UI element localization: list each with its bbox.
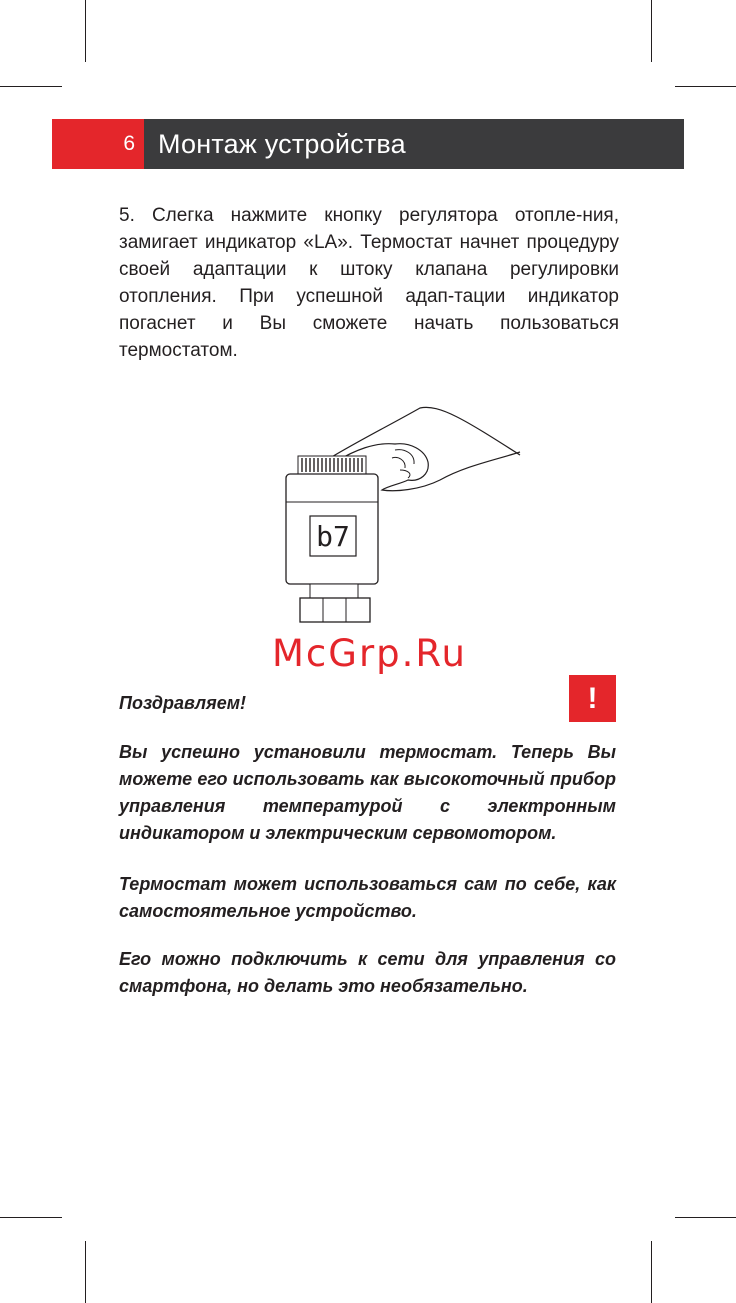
crop-mark: [651, 1241, 652, 1303]
display-readout: b7: [316, 520, 350, 553]
warning-icon: !: [569, 675, 616, 722]
crop-mark: [651, 0, 652, 62]
section-title: Монтаж устройства: [158, 128, 406, 159]
crop-mark: [675, 1217, 736, 1218]
crop-mark: [0, 1217, 62, 1218]
thermostat-illustration: [280, 400, 525, 630]
crop-mark: [675, 86, 736, 87]
notice-paragraph: Его можно подключить к сети для управления со смартфона, но делать это необязательно.: [119, 949, 616, 996]
crop-mark: [0, 86, 62, 87]
notice-paragraph: Вы успешно установили термостат. Теперь Вы можете его использовать как высокоточный прибор управления температурой с электронным индикатором и электрическим сервомотором.: [119, 742, 616, 843]
notice-heading: Поздравляем!: [119, 693, 247, 713]
watermark: McGrp.Ru: [272, 632, 467, 675]
notice-paragraph: Термостат может использоваться сам по себе, как самостоятельное устройство.: [119, 874, 616, 921]
crop-mark: [85, 1241, 86, 1303]
step-instruction: 5. Слегка нажмите кнопку регулятора отопле-ния, замигает индикатор «LA». Термостат начнет процедуру своей адаптации к штоку клапана регулировки отопления. При успешной адап-тации индикатор погаснет и Вы сможете начать пользоваться термостатом.: [119, 205, 619, 361]
page-number: 6: [52, 119, 144, 169]
crop-mark: [85, 0, 86, 62]
